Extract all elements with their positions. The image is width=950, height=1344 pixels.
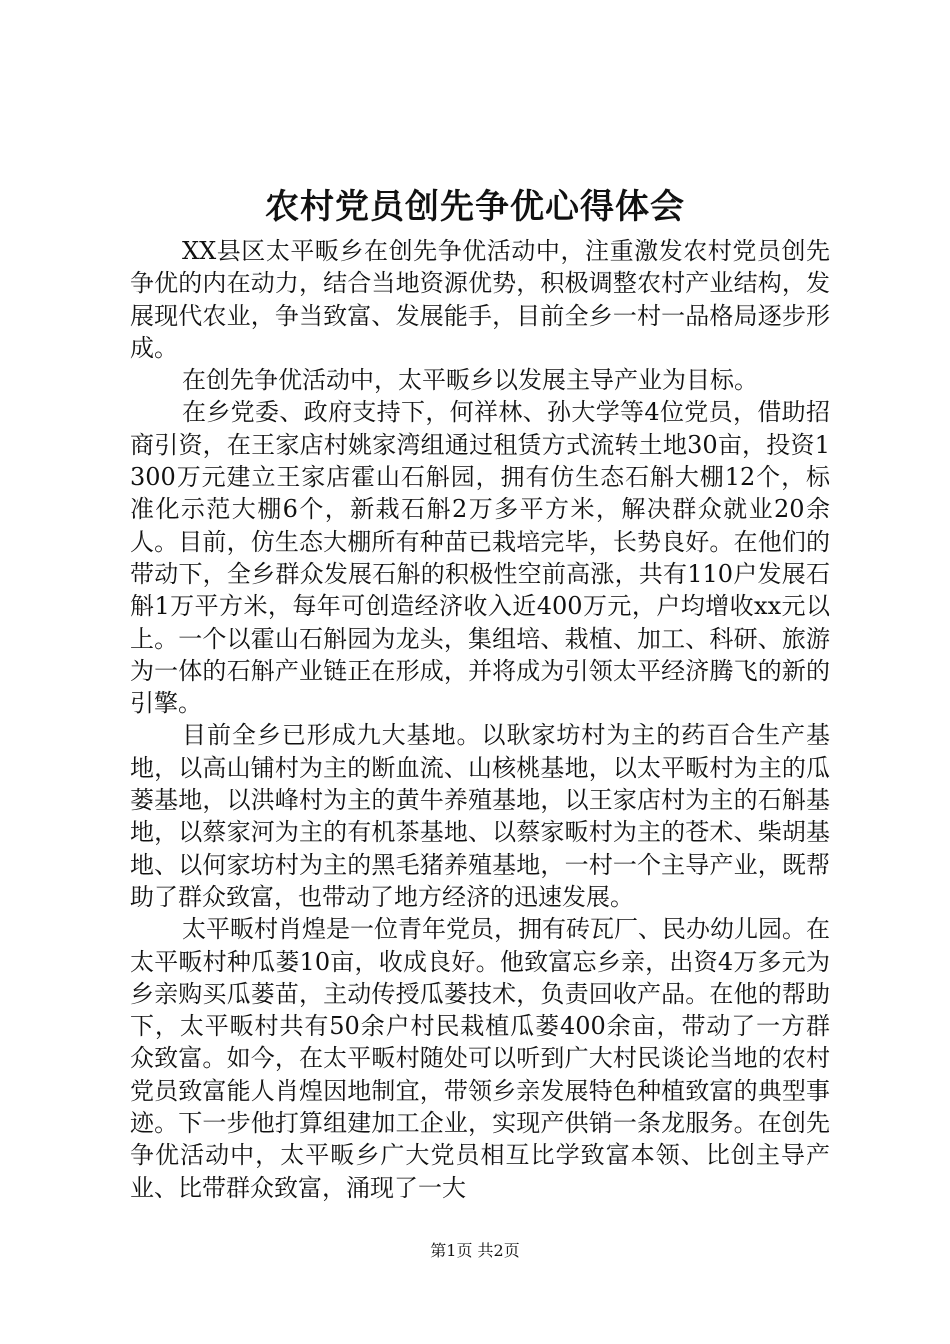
document-title: 农村党员创先争优心得体会	[265, 187, 685, 227]
paragraph-3: 在乡党委、政府支持下，何祥林、孙大学等4位党员，借助招商引资，在王家店村姚家湾组通过租赁方式流转土地30亩，投资1300万元建立王家店霍山石斛园，拥有仿生态石斛大棚12个，标准化示范大棚6个，新栽石斛2万多平方米，解决群众就业20余人。目前，仿生态大棚所有种苗已栽培完毕，长势良好。在他们的带动下，全乡群众发展石斛的积极性空前高涨，共有110户发展石斛1万平方米，每年可创造经济收入近400万元，户均增收xx元以上。一个以霍山石斛园为龙头，集组培、栽植、加工、科研、旅游为一体的石斛产业链正在形成，并将成为引领太平经济腾飞的新的引擎。	[130, 398, 830, 718]
document-body	[130, 235, 830, 1204]
paragraph-4: 目前全乡已形成九大基地。以耿家坊村为主的药百合生产基地，以高山铺村为主的断血流、山核桃基地，以太平畈村为主的瓜蒌基地，以洪峰村为主的黄牛养殖基地，以王家店村为主的石斛基地，以蔡家河为主的有机茶基地、以蔡家畈村为主的苍术、柴胡基地、以何家坊村为主的黑毛猪养殖基地，一村一个主导产业，既帮助了群众致富，也带动了地方经济的迅速发展。	[130, 721, 830, 911]
page-footer: 第1页 共2页	[430, 1241, 520, 1260]
paragraph-2: 在创先争优活动中，太平畈乡以发展主导产业为目标。	[182, 366, 758, 395]
paragraph-5: 太平畈村肖煌是一位青年党员，拥有砖瓦厂、民办幼儿园。在太平畈村种瓜蒌10亩，收成良好。他致富忘乡亲，出资4万多元为乡亲购买瓜蒌苗，主动传授瓜蒌技术，负责回收产品。在他的帮助下，太平畈村共有50余户村民栽植瓜蒌400余亩，带动了一方群众致富。如今，在太平畈村随处可以听到广大村民谈论当地的农村党员致富能人肖煌因地制宜，带领乡亲发展特色种植致富的典型事迹。下一步他打算组建加工企业，实现产供销一条龙服务。在创先争优活动中，太平畈乡广大党员相互比学致富本领、比创主导产业、比带群众致富，涌现了一大	[130, 915, 830, 1202]
paragraph-1: XX县区太平畈乡在创先争优活动中，注重激发农村党员创先争优的内在动力，结合当地资源优势，积极调整农村产业结构，发展现代农业，争当致富、发展能手，目前全乡一村一品格局逐步形成。	[130, 237, 830, 362]
